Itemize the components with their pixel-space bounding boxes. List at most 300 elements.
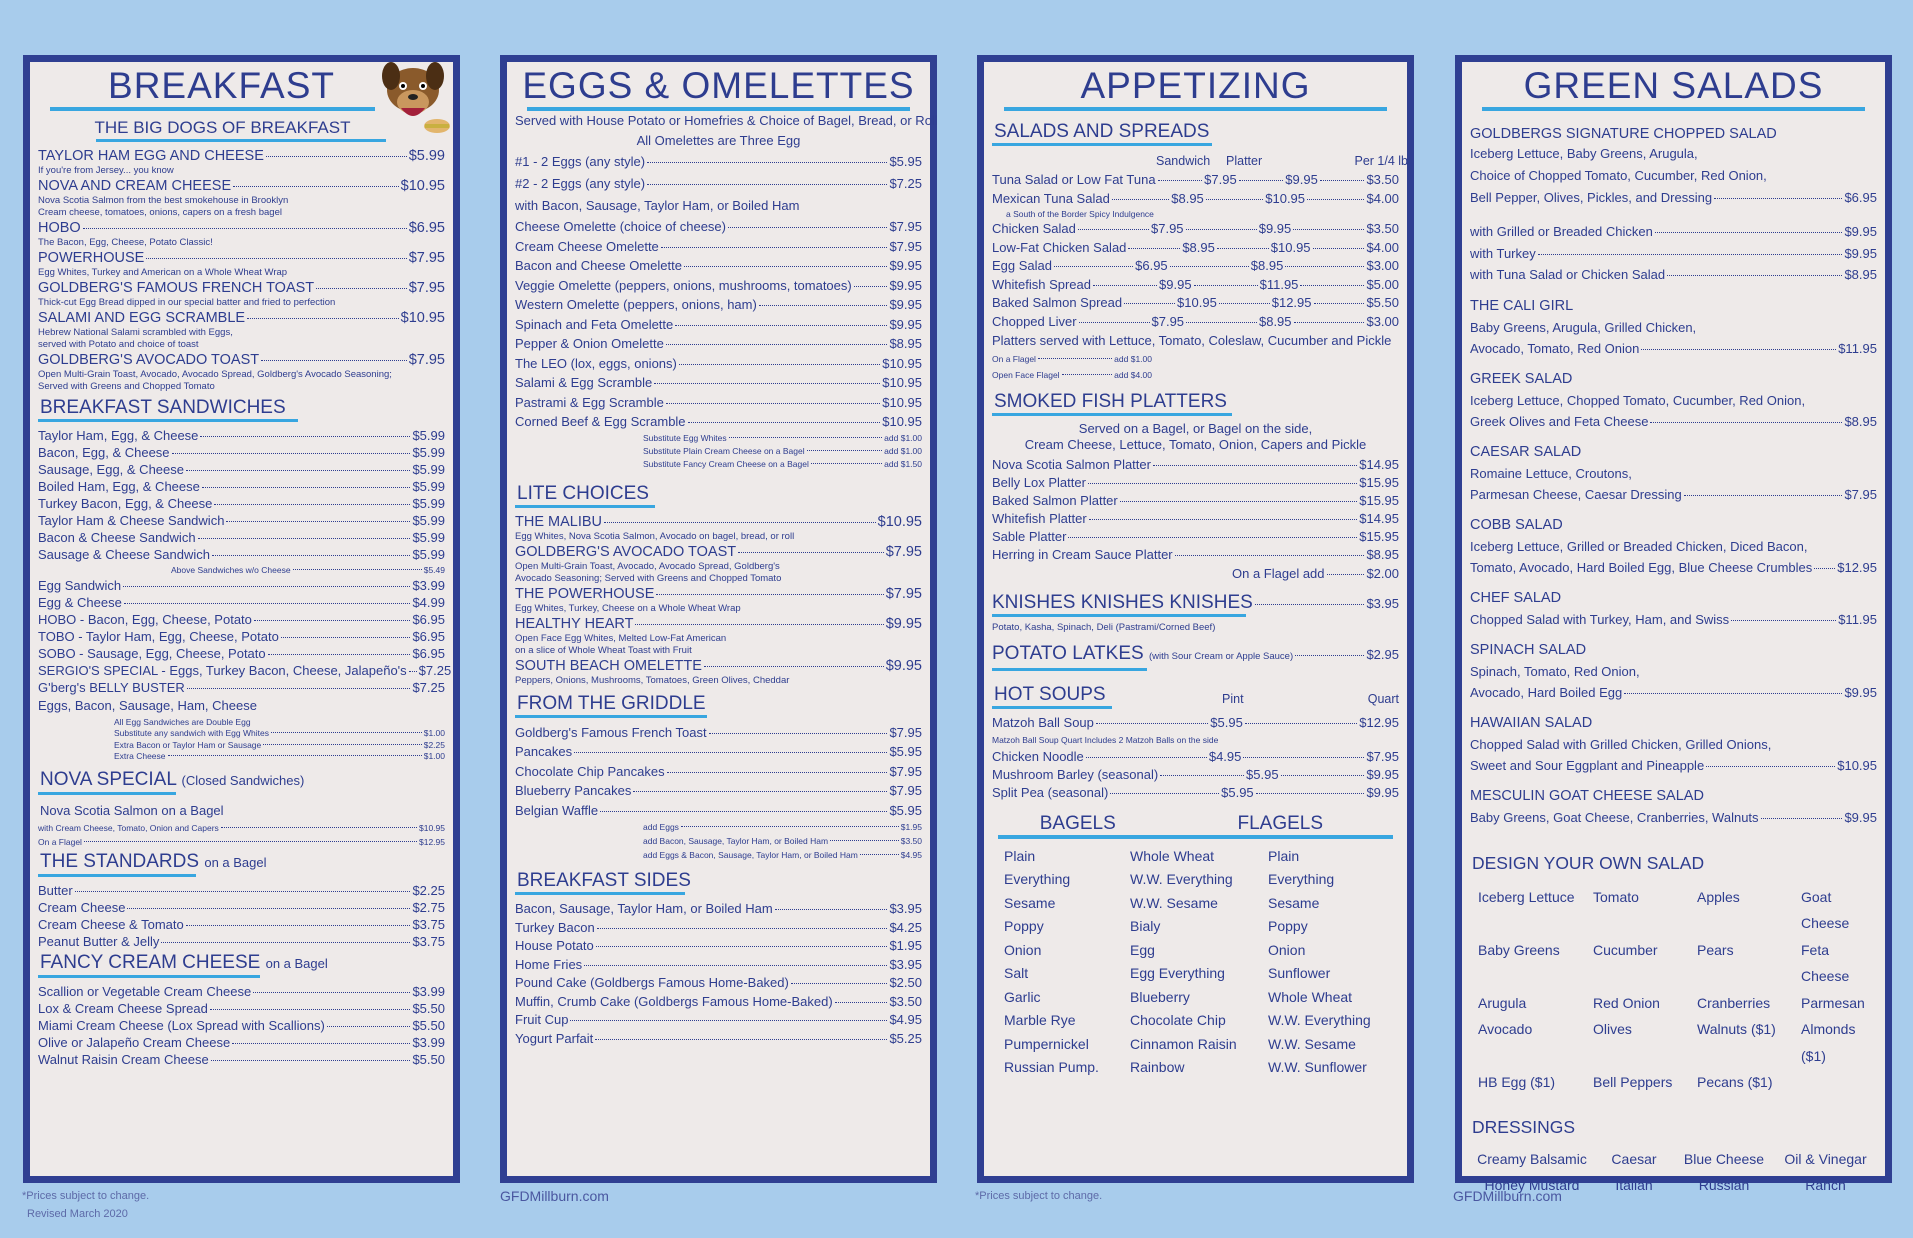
item-name: Bacon, Egg, & Cheese	[38, 445, 170, 460]
big-dog-item	[38, 279, 445, 297]
leader-dots	[1175, 555, 1365, 556]
leader-dots	[247, 318, 399, 319]
salad-price: $7.95	[1844, 486, 1877, 502]
item-name: THE MALIBU	[515, 513, 603, 530]
item-name: Extra Bacon or Taylor Ham or Sausage	[114, 739, 262, 750]
item-price: $9.95	[889, 258, 922, 273]
breakfast-panel	[23, 55, 460, 1183]
big-dog-item	[38, 147, 445, 165]
lite-item	[515, 513, 922, 531]
item-price: $5.95	[889, 802, 922, 818]
item-name: GOLDBERG'S AVOCADO TOAST	[515, 543, 737, 560]
sides-list	[515, 900, 922, 1048]
design-option: Almonds ($1)	[1801, 1021, 1856, 1064]
egg-substitutions	[515, 432, 922, 471]
platter-price: $8.95	[1250, 258, 1284, 273]
item-desc: Open Multi-Grain Toast, Avocado, Avocado Spread, Goldberg's	[515, 560, 780, 572]
item-name: TOBO - Taylor Ham, Egg, Cheese, Potato	[38, 629, 279, 644]
big-dog-item	[38, 219, 445, 237]
dressing-option: Italian	[1615, 1176, 1653, 1193]
soup-row	[992, 766, 1399, 784]
double-egg-note: All Egg Sandwiches are Double Egg	[114, 717, 251, 727]
salad-price-row	[1470, 411, 1877, 432]
item-name: SOBO - Sausage, Egg, Cheese, Potato	[38, 646, 266, 661]
omelette-row	[515, 315, 922, 335]
leader-dots	[574, 752, 887, 753]
leader-dots	[775, 909, 888, 910]
item-desc: Hebrew National Salami scrambled with Eggs,	[38, 327, 233, 338]
design-option: Pecans ($1)	[1697, 1074, 1773, 1090]
signature-adds	[1470, 221, 1877, 286]
nova-rows	[38, 821, 445, 849]
salad-last-line: Avocado, Hard Boiled Egg	[1470, 684, 1623, 700]
leader-dots	[684, 266, 888, 267]
sandwich-row	[38, 679, 445, 696]
item-price: $15.95	[1359, 493, 1399, 508]
item-price: $3.99	[412, 983, 445, 999]
leader-dots	[1667, 275, 1842, 276]
item-price: $12.95	[419, 836, 445, 847]
bagel-item: Russian Pump.	[1004, 1059, 1099, 1075]
omelette-row	[515, 237, 922, 257]
leader-dots	[729, 437, 883, 438]
item-name: Egg & Cheese	[38, 595, 122, 610]
item-name: NOVA AND CREAM CHEESE	[38, 178, 232, 194]
latkes-row: POTATO LATKES (with Sour Cream or Apple Sauce) $2.95	[992, 643, 1399, 664]
item-name: GOLDBERG'S FAMOUS FRENCH TOAST	[38, 280, 315, 296]
item-price: $2.50	[889, 975, 922, 990]
salad-price: $9.95	[1844, 684, 1877, 700]
item-name: Matzoh Ball Soup	[992, 714, 1094, 730]
salad-price-row	[1470, 338, 1877, 359]
design-option: Olives	[1593, 1021, 1632, 1037]
item-name: Scallion or Vegetable Cream Cheese	[38, 983, 252, 999]
sandwich-row	[38, 594, 445, 611]
salad-price: $12.95	[1837, 559, 1877, 575]
section-underline	[992, 614, 1246, 617]
sandwich-row	[38, 444, 445, 461]
griddle-add-row	[643, 848, 922, 862]
item-desc: on a slice of Whole Wheat Toast with Fruit	[515, 644, 692, 656]
salad-spread-row	[992, 313, 1399, 332]
item-price: $5.99	[412, 462, 445, 477]
omelette-row	[515, 334, 922, 354]
sandwich-row	[38, 529, 445, 546]
flagel-item: W.W. Sunflower	[1268, 1059, 1367, 1075]
leader-dots	[704, 666, 884, 667]
smoked-row	[992, 510, 1399, 528]
design-option: Bell Peppers	[1593, 1074, 1673, 1090]
item-price: $1.00	[423, 751, 445, 761]
platter-price: $10.95	[1270, 239, 1311, 255]
item-name: Chicken Noodle	[992, 748, 1084, 764]
item-price: $2.25	[412, 882, 445, 898]
sandwich-price: $7.95	[1151, 313, 1185, 329]
item-name: with Turkey	[1470, 245, 1536, 261]
griddle-row	[515, 781, 922, 801]
flagel-item: W.W. Everything	[1268, 1012, 1371, 1028]
salad-line: Spinach, Tomato, Red Onion,	[1470, 663, 1640, 679]
platter-price: $11.95	[1259, 276, 1299, 292]
design-option: Goat Cheese	[1801, 888, 1850, 931]
omelette-row	[515, 373, 922, 393]
bagel-item: Onion	[1004, 941, 1042, 958]
lite-item	[515, 585, 922, 603]
item-name: Pepper & Onion Omelette	[515, 336, 664, 351]
bagel-item: Chocolate Chip	[1130, 1012, 1226, 1028]
omelette-row	[515, 295, 922, 315]
leader-dots	[221, 827, 417, 828]
item-price: $7.25	[418, 663, 452, 678]
leader-dots	[1538, 254, 1843, 255]
item-name: Bacon and Cheese Omelette	[515, 258, 682, 273]
item-name: G'berg's BELLY BUSTER	[38, 680, 185, 695]
item-name: with Tuna Salad or Chicken Salad	[1470, 267, 1666, 282]
big-dogs-list	[38, 147, 445, 393]
signature-add-row	[1470, 221, 1877, 243]
item-price: $10.95	[419, 822, 445, 833]
col-quarter-lb: Per 1/4 lb	[1354, 154, 1408, 168]
item-price: $5.99	[412, 513, 445, 528]
section-underline	[992, 668, 1147, 671]
fancy-row	[38, 1034, 445, 1051]
leader-dots	[127, 908, 410, 909]
flagel-row	[992, 367, 1152, 383]
leader-dots	[187, 688, 411, 689]
bagels-title: BAGELS	[1039, 812, 1116, 834]
side-row	[515, 956, 922, 975]
salad-item	[1470, 640, 1877, 703]
leader-dots	[830, 840, 899, 841]
bagels-grid	[992, 845, 1399, 1080]
leader-dots	[211, 1060, 411, 1061]
item-price: $7.95	[889, 724, 922, 740]
knishes-desc: Potato, Kasha, Spinach, Deli (Pastrami/Corned Beef)	[992, 622, 1216, 633]
item-price: $5.99	[412, 547, 445, 562]
salads-header	[992, 151, 1408, 171]
flagel-item: Sesame	[1268, 894, 1320, 911]
item-desc: Peppers, Onions, Mushrooms, Tomatoes, Green Olives, Cheddar	[515, 674, 790, 686]
item-price: $5.50	[412, 1017, 445, 1033]
leader-dots	[186, 925, 411, 926]
item-name: Chicken Salad	[992, 221, 1076, 236]
item-desc: Served with Greens and Chopped Tomato	[38, 381, 215, 392]
section-underline	[515, 715, 707, 718]
leader-dots	[1089, 519, 1358, 520]
item-name: Sausage & Cheese Sandwich	[38, 547, 211, 562]
item-name: Substitute Fancy Cream Cheese on a Bagel	[643, 458, 809, 469]
col-pint: Pint	[1222, 691, 1244, 706]
leader-dots	[186, 470, 410, 471]
lite-list	[515, 513, 922, 687]
extra-row	[114, 728, 445, 740]
item-name: Nova Scotia Salmon Platter	[992, 457, 1151, 472]
leader-dots	[226, 521, 410, 522]
item-name: Fruit Cup	[515, 1012, 569, 1027]
item-name: Whitefish Platter	[992, 511, 1087, 526]
section-underline	[992, 143, 1212, 146]
quarter-lb-price: $3.00	[1366, 313, 1400, 329]
salad-item	[1470, 442, 1877, 505]
item-name: HOBO - Bacon, Egg, Cheese, Potato	[38, 612, 252, 627]
item-name: Olive or Jalapeño Cream Cheese	[38, 1034, 231, 1050]
item-name: Low-Fat Chicken Salad	[992, 239, 1127, 255]
smoked-row	[992, 492, 1399, 510]
item-name: Western Omelette (peppers, onions, ham)	[515, 297, 757, 312]
item-price: $8.95	[1844, 267, 1877, 282]
nova-row	[38, 821, 445, 835]
item-price: $10.95	[882, 414, 922, 429]
item-price: $1.95	[900, 822, 922, 832]
flagel-rows	[992, 351, 1399, 383]
sandwich-row	[38, 628, 445, 645]
website-link-1[interactable]: GFDMillburn.com	[500, 1188, 609, 1204]
sandwich-row	[38, 577, 445, 594]
salad-last-line: Chopped Salad with Turkey, Ham, and Swiss	[1470, 611, 1730, 627]
item-price: $14.95	[1359, 457, 1399, 472]
item-price: $5.50	[412, 1000, 445, 1016]
fancy-row	[38, 1017, 445, 1034]
signature-add-row	[1470, 243, 1877, 265]
bagel-item: W.W. Everything	[1130, 871, 1233, 887]
extra-row	[114, 740, 445, 752]
smoked-fish-title: SMOKED FISH PLATTERS	[994, 391, 1227, 412]
prices-note-left: *Prices subject to change.	[22, 1190, 150, 1202]
leader-dots	[253, 992, 410, 993]
lite-item	[515, 657, 922, 675]
item-price: $7.95	[408, 280, 445, 296]
big-dog-item	[38, 351, 445, 369]
eggs-panel	[500, 55, 937, 1183]
item-name: Spinach and Feta Omelette	[515, 316, 674, 332]
leader-dots	[656, 594, 883, 595]
egg-row	[515, 151, 922, 173]
leader-dots	[123, 586, 410, 587]
hot-soups-title: HOT SOUPS	[994, 683, 1106, 705]
signature-last: Bell Pepper, Olives, Pickles, and Dressing $6.95	[1470, 190, 1877, 205]
big-dogs-title: THE BIG DOGS OF BREAKFAST	[94, 118, 351, 137]
leader-dots	[681, 826, 899, 827]
design-option: Arugula	[1478, 994, 1527, 1011]
design-option: Red Onion	[1593, 994, 1660, 1011]
dressings-title: DRESSINGS	[1472, 1116, 1576, 1137]
item-name: Blueberry Pancakes	[515, 783, 632, 798]
item-price: $9.95	[1844, 224, 1877, 239]
item-price: $15.95	[1359, 529, 1399, 544]
pint-price: $4.95	[1208, 748, 1242, 764]
leader-dots	[83, 228, 407, 229]
item-price: $8.95	[889, 336, 922, 351]
dressing-option: Creamy Balsamic	[1477, 1150, 1587, 1167]
item-desc: served with Potato and choice of toast	[38, 339, 199, 350]
salad-spread-row	[992, 239, 1399, 258]
flagel-item: Plain	[1268, 847, 1300, 864]
item-price: $7.95	[889, 219, 922, 234]
salads-table	[992, 171, 1399, 331]
bagel-item: Everything	[1004, 871, 1071, 887]
leader-dots	[679, 364, 880, 365]
side-row	[515, 900, 922, 919]
sandwich-price: $8.95	[1182, 239, 1215, 255]
sandwich-price: $9.95	[1159, 276, 1192, 292]
leader-dots	[604, 522, 876, 523]
section-underline	[992, 706, 1112, 709]
item-name: Belgian Waffle	[515, 802, 599, 818]
salad-line: Chopped Salad with Grilled Chicken, Grilled Onions,	[1470, 736, 1772, 752]
item-name: Boiled Ham, Egg, & Cheese	[38, 479, 200, 494]
eggs-intro-1: Served with House Potato or Homefries & Choice of Bagel, Bread, or Roll	[515, 113, 938, 128]
fancy-cream-cheese-title: FANCY CREAM CHEESE on a Bagel	[40, 951, 328, 973]
bagel-item: Poppy	[1004, 918, 1044, 934]
leader-dots	[200, 436, 410, 437]
item-name: Chocolate Chip Pancakes	[515, 763, 665, 779]
griddle-row	[515, 762, 922, 782]
design-option: Cranberries	[1697, 994, 1771, 1011]
item-name: GOLDBERG'S AVOCADO TOAST	[38, 352, 260, 368]
leader-dots	[666, 344, 888, 345]
item-name: Corned Beef & Egg Scramble	[515, 414, 686, 429]
smoked-flagel-row: On a Flagel add $2.00	[1232, 566, 1399, 581]
extras-list	[38, 728, 445, 763]
item-price: $4.99	[412, 595, 445, 610]
design-option	[1801, 1069, 1877, 1096]
soup-row	[992, 784, 1399, 802]
item-name: Home Fries	[515, 956, 583, 972]
item-name: Substitute any sandwich with Egg Whites	[114, 728, 269, 738]
item-price: $8.95	[1366, 547, 1399, 562]
omelette-row	[515, 256, 922, 276]
item-price: $9.95	[1844, 245, 1877, 261]
salad-line: Iceberg Lettuce, Grilled or Breaded Chicken, Diced Bacon,	[1470, 538, 1808, 554]
item-price: $2.75	[412, 899, 445, 915]
salad-item	[1470, 713, 1877, 776]
sandwich-row	[38, 611, 445, 628]
substitution-row	[643, 458, 922, 471]
item-name: Cheese Omelette (choice of cheese)	[515, 219, 726, 234]
salad-title: THE CALI GIRL	[1470, 297, 1574, 314]
quarter-lb-price: $3.00	[1366, 258, 1400, 273]
salad-item	[1470, 588, 1877, 630]
leader-dots	[198, 538, 411, 539]
leader-dots	[738, 552, 884, 553]
smoked-row	[992, 528, 1399, 546]
item-desc: The Bacon, Egg, Cheese, Potato Classic!	[38, 237, 213, 248]
salad-line: Iceberg Lettuce, Chopped Tomato, Cucumber, Red Onion,	[1470, 392, 1806, 408]
salad-item	[1470, 786, 1877, 828]
leader-dots	[172, 453, 411, 454]
leader-dots	[1153, 465, 1357, 466]
item-name: Bacon, Sausage, Taylor Ham, or Boiled Ham	[515, 901, 773, 916]
leader-dots	[409, 671, 417, 672]
griddle-add-row	[643, 834, 922, 848]
salad-last-line: Tomato, Avocado, Hard Boiled Egg, Blue Cheese Crumbles	[1470, 559, 1813, 575]
omelette-row	[515, 393, 922, 413]
leader-dots	[633, 791, 887, 792]
prices-note-right: *Prices subject to change.	[975, 1190, 1103, 1202]
salad-line: Baby Greens, Arugula, Grilled Chicken,	[1470, 319, 1697, 335]
design-title: DESIGN YOUR OWN SALAD	[1472, 852, 1705, 873]
item-price: $7.95	[889, 238, 922, 254]
item-price: $9.95	[885, 657, 922, 674]
item-price: $3.75	[412, 933, 445, 949]
salad-spread-row	[992, 294, 1399, 313]
item-name: HEALTHY HEART	[515, 615, 634, 632]
design-option: Apples	[1697, 888, 1740, 905]
item-price: $5.25	[889, 1030, 922, 1046]
item-price: $3.50	[900, 836, 922, 846]
title-underline	[1482, 107, 1865, 111]
item-name: with Grilled or Breaded Chicken	[1470, 224, 1653, 239]
dressing-option: Caesar	[1611, 1150, 1657, 1167]
flagels-title: FLAGELS	[1237, 812, 1324, 834]
quart-price: $7.95	[1366, 748, 1399, 764]
quarter-lb-price: $5.00	[1366, 276, 1399, 292]
leader-dots	[835, 1002, 888, 1003]
col-quart: Quart	[1367, 691, 1399, 706]
leader-dots	[214, 504, 410, 505]
bagel-item: Rainbow	[1130, 1059, 1185, 1075]
item-price: $3.95	[889, 901, 922, 916]
flagel-item: Whole Wheat	[1268, 988, 1353, 1005]
revised-note: Revised March 2020	[27, 1208, 128, 1220]
section-underline	[38, 792, 176, 795]
breakfast-title: BREAKFAST	[108, 65, 335, 106]
item-name: Muffin, Crumb Cake (Goldbergs Famous Home-Baked)	[515, 993, 833, 1009]
salad-title: GREEK SALAD	[1470, 370, 1573, 387]
section-underline	[992, 413, 1232, 416]
lite-item	[515, 615, 922, 633]
design-option: Cucumber	[1593, 941, 1658, 958]
item-price: add $1.50	[884, 458, 922, 469]
item-price: $10.95	[400, 310, 445, 326]
leader-dots	[600, 811, 887, 812]
dressing-option: Oil & Vinegar	[1784, 1150, 1867, 1167]
big-dog-item	[38, 177, 445, 195]
side-row	[515, 974, 922, 993]
item-name: SERGIO'S SPECIAL - Eggs, Turkey Bacon, Cheese, Jalapeño's	[38, 663, 407, 678]
matzoh-note: Matzoh Ball Soup Quart Includes 2 Matzoh Balls on the side	[992, 734, 1219, 745]
quart-price: $9.95	[1366, 766, 1399, 782]
quarter-lb-price: $5.50	[1366, 295, 1399, 310]
item-name: THE POWERHOUSE	[515, 585, 655, 602]
item-name: On a Flagel	[992, 354, 1036, 364]
item-name: Veggie Omelette (peppers, onions, mushrooms, tomatoes)	[515, 277, 852, 293]
eggs-with-text: with Bacon, Sausage, Taylor Ham, or Boiled Ham	[515, 198, 800, 213]
item-name: Yogurt Parfait	[515, 1030, 594, 1046]
salad-title: SPINACH SALAD	[1470, 641, 1587, 658]
salad-price-row	[1470, 807, 1877, 828]
item-name: add Bacon, Sausage, Taylor Ham, or Boiled Ham	[643, 836, 829, 846]
salad-last-line: Greek Olives and Feta Cheese	[1470, 413, 1649, 429]
item-price: $5.95	[889, 744, 922, 759]
leader-dots	[1088, 483, 1357, 484]
sandwich-price: $7.95	[1151, 221, 1184, 236]
design-option: Avocado	[1478, 1021, 1533, 1037]
salad-last-line: Parmesan Cheese, Caesar Dressing	[1470, 486, 1682, 502]
side-row	[515, 919, 922, 938]
omelette-row	[515, 217, 922, 237]
soups-header	[992, 681, 1399, 706]
item-name: Open Face Flagel	[992, 370, 1060, 380]
item-price: $2.25	[423, 739, 445, 750]
salad-last-line: Avocado, Tomato, Red Onion	[1470, 340, 1640, 356]
signature-add-row	[1470, 264, 1877, 286]
website-link-2[interactable]: GFDMillburn.com	[1453, 1188, 1562, 1204]
signature-line: Iceberg Lettuce, Baby Greens, Arugula,	[1470, 146, 1698, 161]
salad-title: HAWAIIAN SALAD	[1470, 714, 1593, 731]
leader-dots	[667, 772, 888, 773]
salad-title: CHEF SALAD	[1470, 589, 1562, 606]
